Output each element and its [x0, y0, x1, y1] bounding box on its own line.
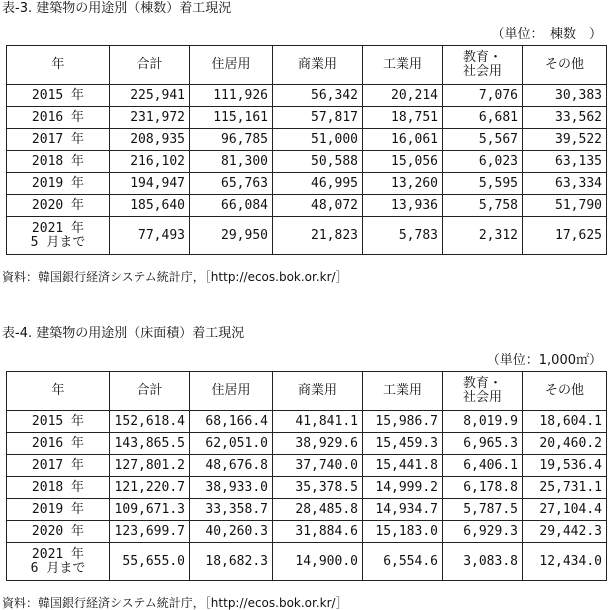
value-cell: 13,260: [363, 173, 443, 195]
value-cell: 216,102: [110, 151, 190, 173]
value-cell: 50,588: [273, 151, 363, 173]
value-cell: 56,342: [273, 85, 363, 107]
year-cell: 2016 年: [7, 433, 110, 455]
value-cell: 5,595: [443, 173, 523, 195]
value-cell: 6,681: [443, 107, 523, 129]
year-cell: 2020 年: [7, 521, 110, 543]
value-cell: 6,929.3: [443, 521, 523, 543]
year-cell: 2020 年: [7, 195, 110, 217]
value-cell: 55,655.0: [110, 543, 190, 581]
value-cell: 33,358.7: [190, 499, 273, 521]
value-cell: 109,671.3: [110, 499, 190, 521]
value-cell: 57,817: [273, 107, 363, 129]
table2-header-cell: 教育・ 社会用: [443, 372, 523, 411]
value-cell: 81,300: [190, 151, 273, 173]
value-cell: 6,965.3: [443, 433, 523, 455]
value-cell: 5,758: [443, 195, 523, 217]
value-cell: 48,676.8: [190, 455, 273, 477]
table-row: [7, 433, 607, 455]
table-row: [7, 521, 607, 543]
value-cell: 15,056: [363, 151, 443, 173]
value-cell: 115,161: [190, 107, 273, 129]
table1-title: 表-3. 建築物の用途別（棟数）着工現況: [2, 1, 232, 16]
year-cell: 2015 年: [7, 85, 110, 107]
value-cell: 62,051.0: [190, 433, 273, 455]
value-cell: 65,763: [190, 173, 273, 195]
table-row: [7, 173, 607, 195]
value-cell: 31,884.6: [273, 521, 363, 543]
value-cell: 63,334: [523, 173, 607, 195]
table2-header-cell: 住居用: [190, 372, 273, 411]
table2-header-cell: 年: [7, 372, 110, 411]
value-cell: 15,441.8: [363, 455, 443, 477]
value-cell: 7,076: [443, 85, 523, 107]
value-cell: 63,135: [523, 151, 607, 173]
value-cell: 33,562: [523, 107, 607, 129]
table1-header-cell: 商業用: [273, 46, 363, 85]
value-cell: 127,801.2: [110, 455, 190, 477]
value-cell: 18,604.1: [523, 411, 607, 433]
value-cell: 16,061: [363, 129, 443, 151]
table-row: [7, 499, 607, 521]
table2-unit: （単位：1,000㎡）: [486, 353, 602, 368]
value-cell: 15,459.3: [363, 433, 443, 455]
year-cell: 2017 年: [7, 455, 110, 477]
value-cell: 20,460.2: [523, 433, 607, 455]
value-cell: 6,554.6: [363, 543, 443, 581]
value-cell: 143,865.5: [110, 433, 190, 455]
value-cell: 14,999.2: [363, 477, 443, 499]
value-cell: 5,787.5: [443, 499, 523, 521]
value-cell: 13,936: [363, 195, 443, 217]
year-cell: 2019 年: [7, 173, 110, 195]
value-cell: 15,183.0: [363, 521, 443, 543]
table1-source: 資料：韓国銀行経済システム統計庁，［http://ecos.bok.or.kr/］: [2, 270, 348, 284]
year-cell: 2018 年: [7, 151, 110, 173]
table-row: [7, 455, 607, 477]
year-cell: 2015 年: [7, 411, 110, 433]
table2-header-row: [7, 372, 607, 411]
value-cell: 14,900.0: [273, 543, 363, 581]
table-row: [7, 217, 607, 255]
value-cell: 20,214: [363, 85, 443, 107]
value-cell: 185,640: [110, 195, 190, 217]
year-cell: 2021 年 6 月まで: [7, 543, 110, 581]
table1-header-cell: 年: [7, 46, 110, 85]
table-row: [7, 195, 607, 217]
value-cell: 19,536.4: [523, 455, 607, 477]
table2-title: 表-4. 建築物の用途別（床面積）着工現況: [2, 326, 245, 341]
value-cell: 51,000: [273, 129, 363, 151]
value-cell: 111,926: [190, 85, 273, 107]
table1-unit: （単位： 棟数 ）: [491, 27, 602, 42]
value-cell: 51,790: [523, 195, 607, 217]
value-cell: 48,072: [273, 195, 363, 217]
value-cell: 39,522: [523, 129, 607, 151]
table-row: [7, 129, 607, 151]
value-cell: 38,933.0: [190, 477, 273, 499]
value-cell: 8,019.9: [443, 411, 523, 433]
table2-header-cell: 工業用: [363, 372, 443, 411]
value-cell: 123,699.7: [110, 521, 190, 543]
table1-header-cell: その他: [523, 46, 607, 85]
value-cell: 18,751: [363, 107, 443, 129]
value-cell: 152,618.4: [110, 411, 190, 433]
year-cell: 2018 年: [7, 477, 110, 499]
value-cell: 231,972: [110, 107, 190, 129]
value-cell: 6,023: [443, 151, 523, 173]
value-cell: 2,312: [443, 217, 523, 255]
table1: [6, 45, 607, 255]
value-cell: 28,485.8: [273, 499, 363, 521]
value-cell: 46,995: [273, 173, 363, 195]
value-cell: 15,986.7: [363, 411, 443, 433]
value-cell: 194,947: [110, 173, 190, 195]
value-cell: 66,084: [190, 195, 273, 217]
value-cell: 37,740.0: [273, 455, 363, 477]
value-cell: 6,406.1: [443, 455, 523, 477]
value-cell: 17,625: [523, 217, 607, 255]
value-cell: 29,950: [190, 217, 273, 255]
value-cell: 27,104.4: [523, 499, 607, 521]
table-row: [7, 477, 607, 499]
table1-header-row: [7, 46, 607, 85]
value-cell: 41,841.1: [273, 411, 363, 433]
table2-header-cell: 商業用: [273, 372, 363, 411]
year-cell: 2017 年: [7, 129, 110, 151]
value-cell: 225,941: [110, 85, 190, 107]
value-cell: 25,731.1: [523, 477, 607, 499]
table2-header-cell: 合計: [110, 372, 190, 411]
value-cell: 121,220.7: [110, 477, 190, 499]
year-cell: 2021 年 5 月まで: [7, 217, 110, 255]
table1-header-cell: 合計: [110, 46, 190, 85]
value-cell: 6,178.8: [443, 477, 523, 499]
value-cell: 208,935: [110, 129, 190, 151]
table-row: [7, 411, 607, 433]
table1-header-cell: 工業用: [363, 46, 443, 85]
value-cell: 5,783: [363, 217, 443, 255]
table-row: [7, 107, 607, 129]
table1-header-cell: 教育・ 社会用: [443, 46, 523, 85]
value-cell: 18,682.3: [190, 543, 273, 581]
value-cell: 68,166.4: [190, 411, 273, 433]
table2-source: 資料：韓国銀行経済システム統計庁，［http://ecos.bok.or.kr/］: [2, 596, 348, 610]
value-cell: 5,567: [443, 129, 523, 151]
value-cell: 40,260.3: [190, 521, 273, 543]
value-cell: 30,383: [523, 85, 607, 107]
value-cell: 21,823: [273, 217, 363, 255]
table-row: [7, 543, 607, 581]
value-cell: 14,934.7: [363, 499, 443, 521]
table2-header-cell: その他: [523, 372, 607, 411]
value-cell: 35,378.5: [273, 477, 363, 499]
table-row: [7, 85, 607, 107]
table2: [6, 371, 607, 581]
table1-header-cell: 住居用: [190, 46, 273, 85]
value-cell: 77,493: [110, 217, 190, 255]
year-cell: 2016 年: [7, 107, 110, 129]
year-cell: 2019 年: [7, 499, 110, 521]
value-cell: 38,929.6: [273, 433, 363, 455]
table-row: [7, 151, 607, 173]
value-cell: 12,434.0: [523, 543, 607, 581]
value-cell: 29,442.3: [523, 521, 607, 543]
value-cell: 3,083.8: [443, 543, 523, 581]
value-cell: 96,785: [190, 129, 273, 151]
